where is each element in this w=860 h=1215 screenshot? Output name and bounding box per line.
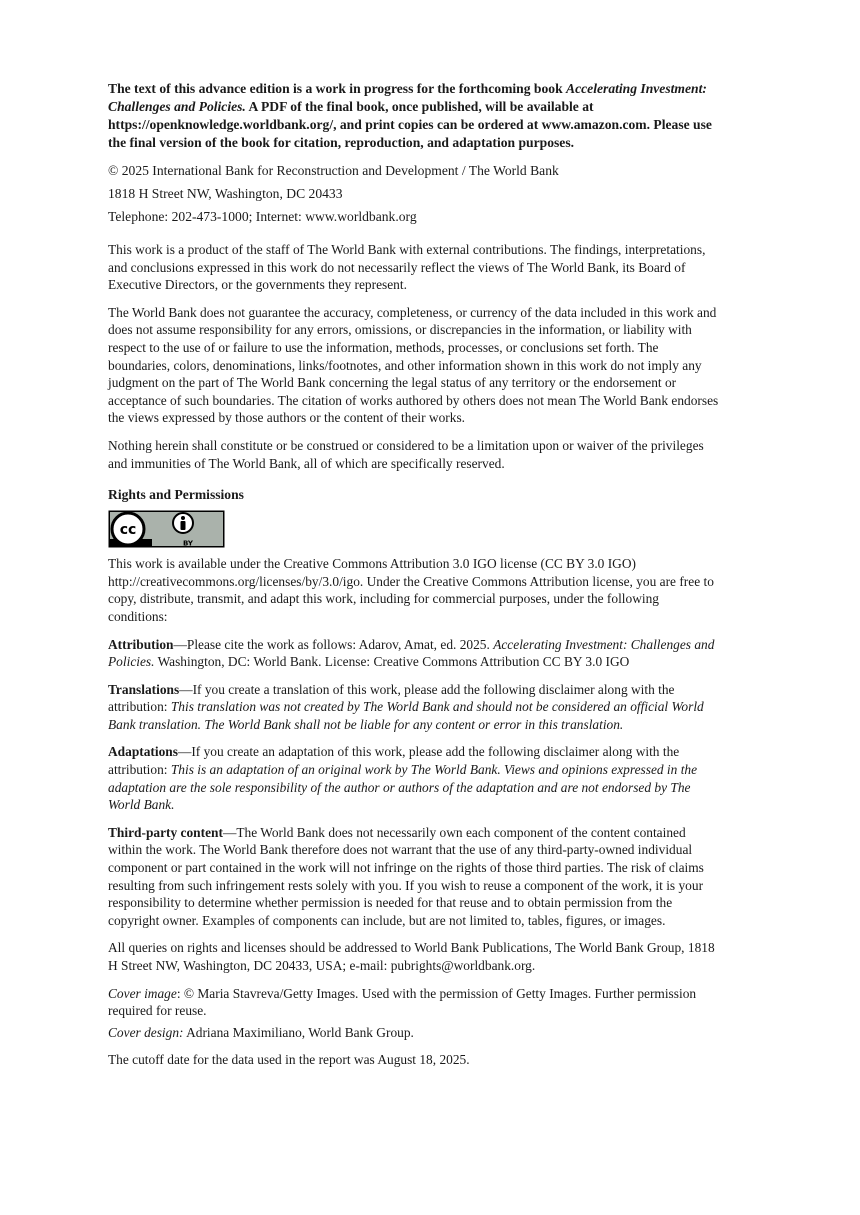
notice-text-1: The text of this advance edition is a work in progress for the forthcoming book <box>108 81 567 96</box>
cover-design-text: Adriana Maximiliano, World Bank Group. <box>183 1024 414 1040</box>
cc-by-license-badge[interactable] <box>108 510 225 548</box>
translations-label: Translations <box>108 681 180 697</box>
attribution-text-2: Washington, DC: World Bank. License: Creative Commons Attribution CC BY 3.0 IGO <box>154 654 630 670</box>
translations-text: —If you create a translation of this work, please add the following disclaimer along with the attribution: <box>108 681 675 715</box>
disclaimer-accuracy: The World Bank does not guarantee the accuracy, completeness, or currency of the data included in this work and does not assume responsibility for any errors, omissions, or discrepancies in the information, or liability with respect to the use of or failure to use the information, methods, processes, or conclusions set forth. The boundaries, colors, denominations, links/footnotes, and other information shown in this work do not imply any judgment on the part of The World Bank concerning the legal status of any territory or the endorsement or acceptance of such boundaries. The citation of works authored by others does not mean The World Bank endorses the views expressed by those authors or the content of their works. <box>108 304 719 426</box>
cc-glyph: cc <box>119 522 137 539</box>
by-label: BY <box>182 539 194 548</box>
cover-image-credit <box>108 985 720 1020</box>
notice-book-title: Accelerating Investment: Challenges and Policies. <box>108 81 707 114</box>
data-cutoff-note: The cutoff date for the data used in the report was August 18, 2025. <box>108 1052 470 1068</box>
address-line: 1818 H Street NW, Washington, DC 20433 <box>108 186 343 201</box>
translations-disclaimer: This translation was not created by The World Bank and should not be considered an official World Bank translation. The World Bank shall not be liable for any content or error in this translation. <box>108 699 704 732</box>
third-party-condition <box>108 824 720 930</box>
adaptations-condition <box>108 743 720 813</box>
cover-image-text: : © Maria Stavreva/Getty Images. Used with the permission of Getty Images. Further permission required for reuse. <box>108 985 697 1019</box>
cover-design-credit <box>108 1024 720 1042</box>
attribution-condition <box>108 636 720 671</box>
disclaimer-immunities: Nothing herein shall constitute or be construed or considered to be a limitation upon or waiver of the privileges and immunities of The World Bank, all of which are specifically reserved. <box>108 437 704 471</box>
cc-icon <box>112 513 144 545</box>
rights-heading: Rights and Permissions <box>108 487 244 503</box>
third-party-text: —The World Bank does not necessarily own each component of the content contained within the work. The World Bank therefore does not warrant that the use of any third-party-owned individual component or part contained in the work will not infringe on the rights of those third parties. The risk of claims resulting from such infringement rests solely with you. If you wish to reuse a component of the work, it is your responsibility to determine whether permission is needed for that reuse and to obtain permission from the copyright owner. Examples of components can include, but are not limited to, tables, figures, or images. <box>108 824 704 928</box>
advance-edition-notice <box>108 80 720 152</box>
adaptations-disclaimer: This is an adaptation of an original work by The World Bank. Views and opinions expressed in the adaptation are the sole responsibility of the author or authors of the adaptation and are not endorsed by The World Bank. <box>108 762 698 813</box>
adaptations-label: Adaptations <box>108 744 178 760</box>
queries-statement: All queries on rights and licenses should be addressed to World Bank Publications, The World Bank Group, 1818 H Street NW, Washington, DC 20433, USA; e-mail: pubrights@worldbank.org. <box>108 940 715 973</box>
third-party-label: Third-party content <box>108 824 223 840</box>
license-statement: This work is available under the Creative Commons Attribution 3.0 IGO license (CC BY 3.0 IGO) http://creativecommons.org/licenses/by/3.0/igo. Under the Creative Commons Attribution license, you are free to copy, distribute, transmit, and adapt this work, including for commercial purposes, under the following conditions: <box>108 556 714 624</box>
cover-design-label: Cover design: <box>108 1024 184 1040</box>
attribution-book-title: Accelerating Investment: Challenges and Policies. <box>108 636 715 670</box>
contact-line: Telephone: 202-473-1000; Internet: www.worldbank.org <box>108 209 417 224</box>
cover-image-label: Cover image <box>108 985 177 1001</box>
adaptations-text: —If you create an adaptation of this work, please add the following disclaimer along with the attribution: <box>108 744 680 778</box>
attribution-text: —Please cite the work as follows: Adarov, Amat, ed. 2025. <box>173 636 494 652</box>
disclaimer-staff-work: This work is a product of the staff of The World Bank with external contributions. The findings, interpretations, and conclusions expressed in this work do not necessarily reflect the views of The World Bank, its Board of Executive Directors, or the governments they represent. <box>108 242 706 293</box>
attribution-label: Attribution <box>108 636 174 652</box>
translations-condition <box>108 681 720 734</box>
copyright-line: © 2025 International Bank for Reconstruction and Development / The World Bank <box>108 163 559 178</box>
notice-text-2: A PDF of the final book, once published, will be available at https://openknowledge.worldbank.org/, and print copies can be ordered at www.amazon.com. Please use the final version of the book for citation, reproduction, and adaptation purposes. <box>108 99 712 150</box>
person-icon <box>173 513 193 533</box>
